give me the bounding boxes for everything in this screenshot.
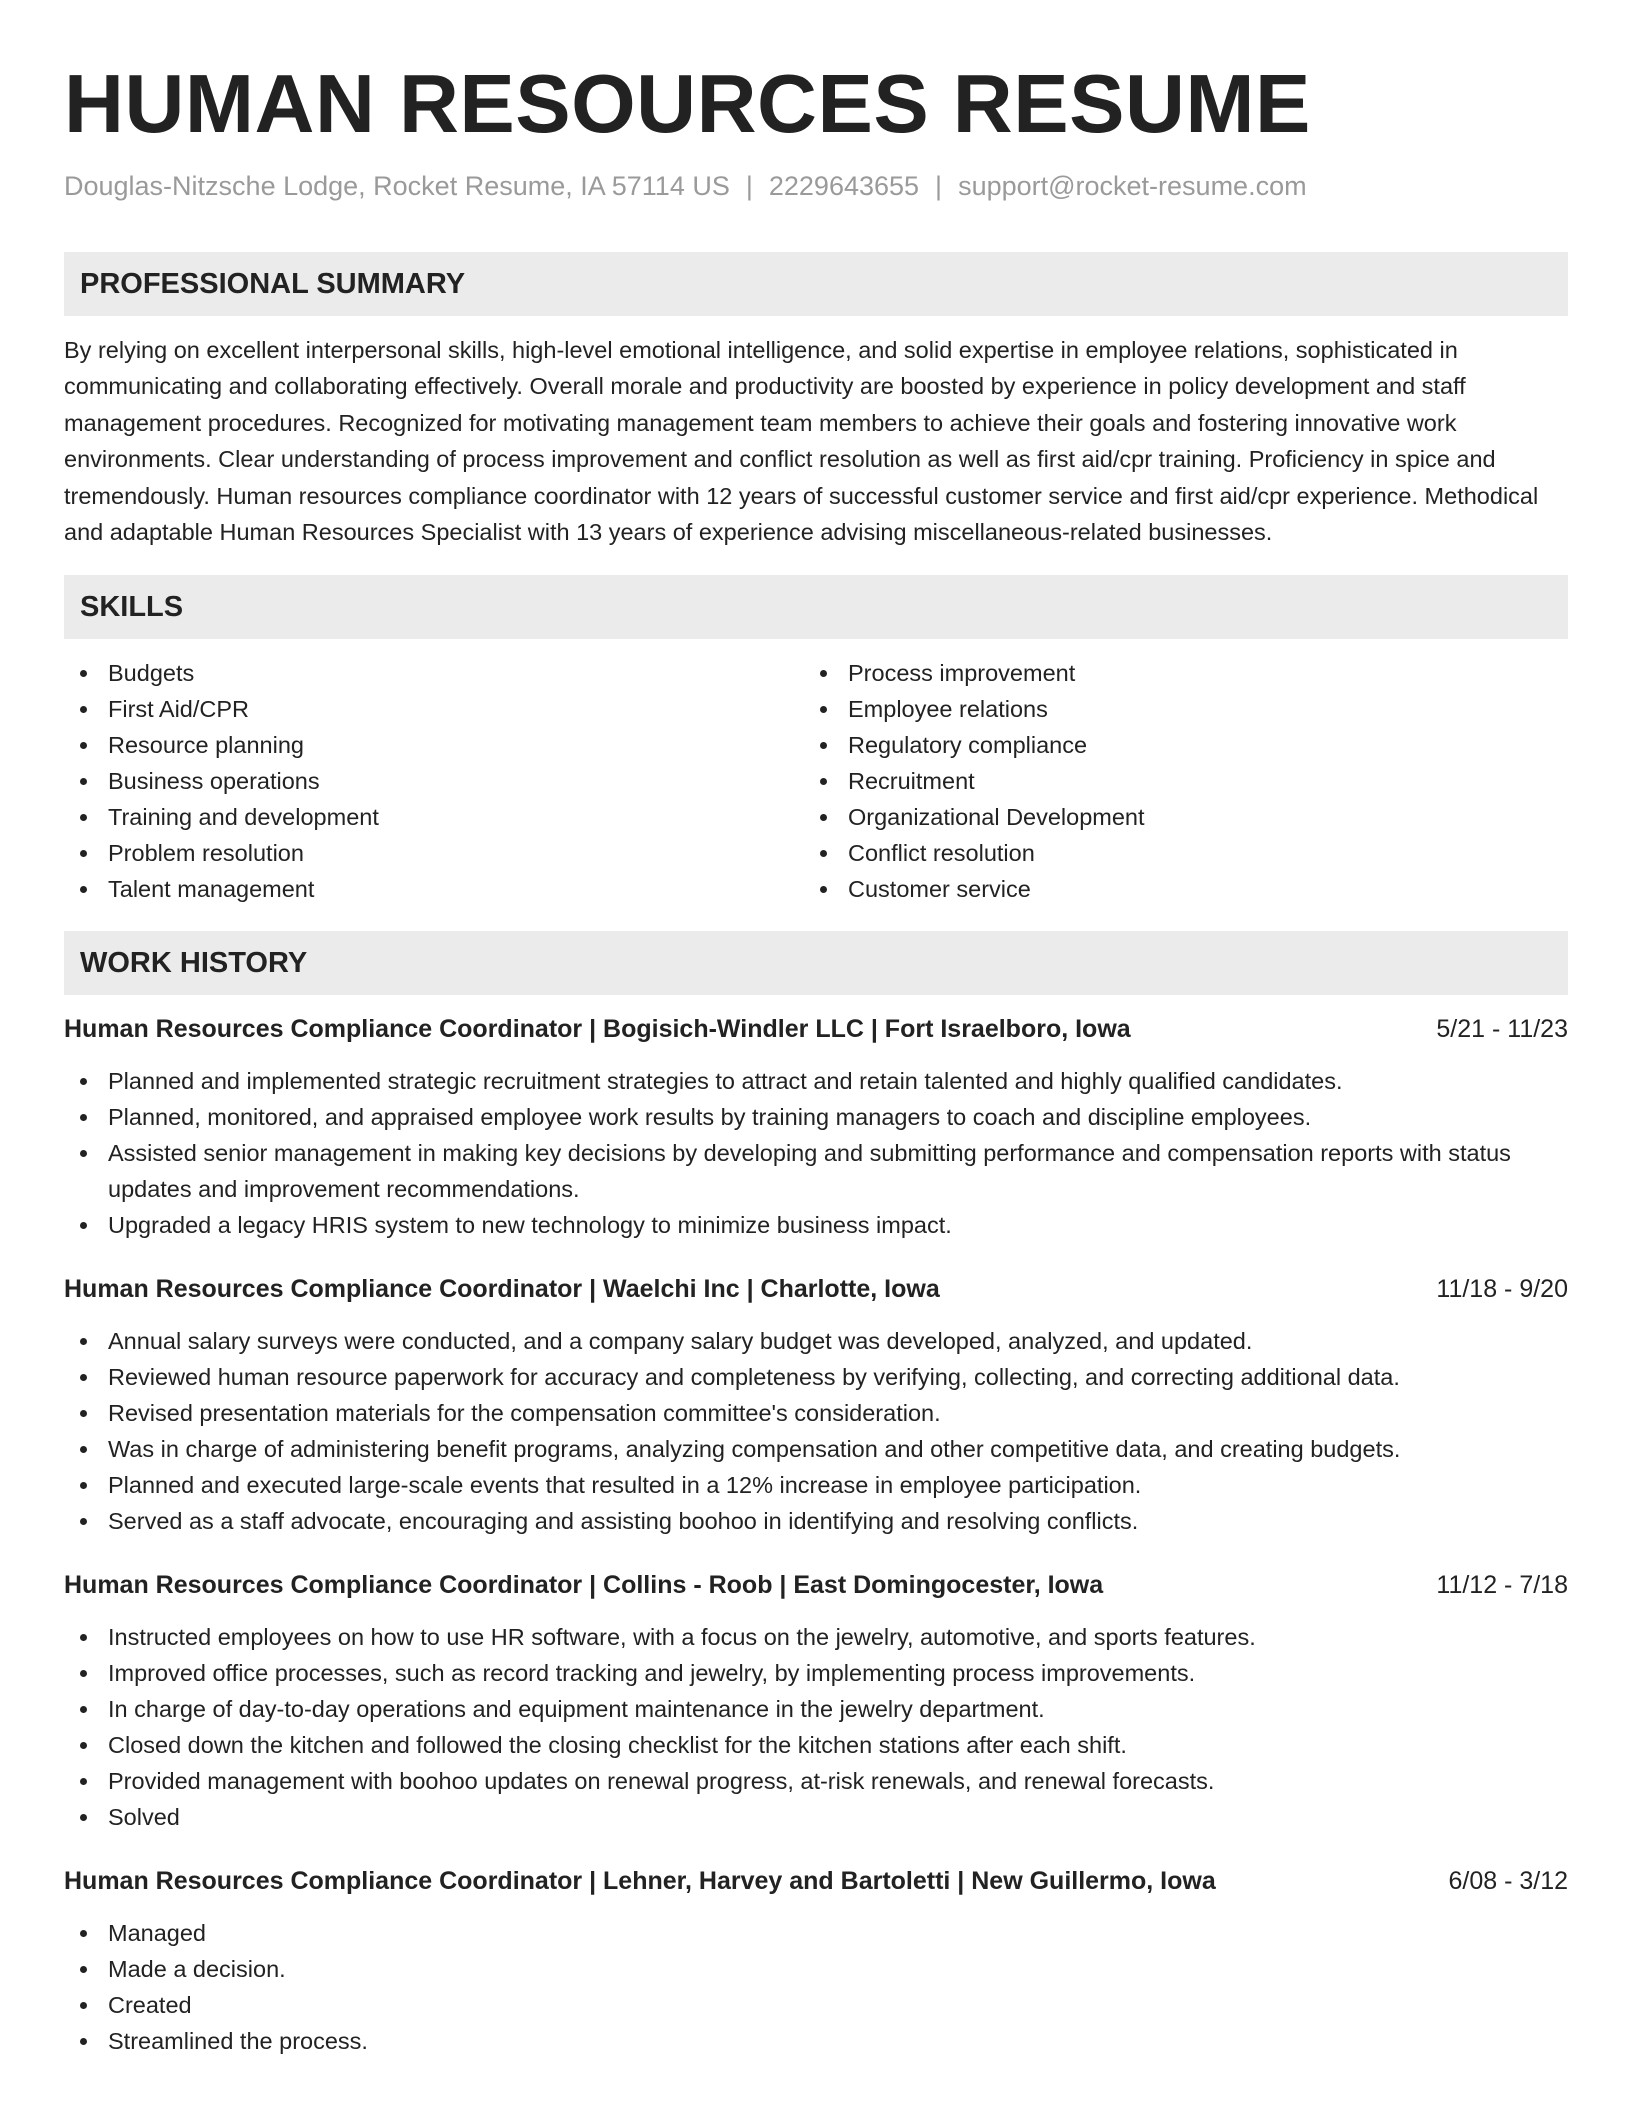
- skill-item: Regulatory compliance: [804, 727, 1544, 763]
- job-bullet: Planned and executed large-scale events that resulted in a 12% increase in employee participation.: [64, 1467, 1568, 1503]
- skill-item: Talent management: [64, 871, 804, 907]
- job-bullet: Assisted senior management in making key decisions by developing and submitting performance and compensation reports with status updates and improvement recommendations.: [64, 1135, 1568, 1207]
- skill-item: Recruitment: [804, 763, 1544, 799]
- job-bullet: Reviewed human resource paperwork for accuracy and completeness by verifying, collecting, and correcting additional data.: [64, 1359, 1568, 1395]
- job-heading: [64, 1863, 1568, 1899]
- job-bullet: In charge of day-to-day operations and equipment maintenance in the jewelry department.: [64, 1691, 1568, 1727]
- job-bullet-list: [64, 1323, 1568, 1539]
- contact-address: Douglas-Nitzsche Lodge, Rocket Resume, IA 57114 US: [64, 171, 730, 201]
- job-dates: 11/12 - 7/18: [1436, 1571, 1568, 1600]
- job-bullet: Improved office processes, such as record tracking and jewelry, by implementing process improvements.: [64, 1655, 1568, 1691]
- job-bullet-list: [64, 1915, 1568, 2059]
- skill-item: Resource planning: [64, 727, 804, 763]
- job-heading: [64, 1567, 1568, 1603]
- job-bullet: Planned and implemented strategic recruitment strategies to attract and retain talented and highly qualified candidates.: [64, 1063, 1568, 1099]
- job-bullet: Served as a staff advocate, encouraging and assisting boohoo in identifying and resolving conflicts.: [64, 1503, 1568, 1539]
- summary-text: By relying on excellent interpersonal skills, high-level emotional intelligence, and solid expertise in employee relations, sophisticated in communicating and collaborating effectively. Overall morale and productivity are boosted by experience in policy development and staff management procedures. Recognized for motivating management team members to achieve their goals and fostering innovative work environments. Clear understanding of process improvement and conflict resolution as well as first aid/cpr training. Proficiency in spice and tremendously. Human resources compliance coordinator with 12 years of successful customer service and first aid/cpr experience. Methodical and adaptable Human Resources Specialist with 13 years of experience advising miscellaneous-related businesses.: [64, 337, 1539, 546]
- contact-line: [64, 170, 1568, 202]
- skill-item: Budgets: [64, 655, 804, 691]
- job-title: Human Resources Compliance Coordinator | Lehner, Harvey and Bartoletti | New Guillermo, Iowa: [64, 1867, 1216, 1896]
- skill-item: Training and development: [64, 799, 804, 835]
- job-dates: 11/18 - 9/20: [1436, 1275, 1568, 1304]
- contact-email: support@rocket-resume.com: [958, 171, 1307, 201]
- job-dates: 5/21 - 11/23: [1436, 1015, 1568, 1044]
- job-bullet: Provided management with boohoo updates on renewal progress, at-risk renewals, and renewal forecasts.: [64, 1763, 1568, 1799]
- job-heading: [64, 1271, 1568, 1307]
- contact-phone: 2229643655: [768, 171, 920, 201]
- job-heading: [64, 1011, 1568, 1047]
- job-bullet-list: [64, 1063, 1568, 1243]
- job-bullet-list: [64, 1619, 1568, 1835]
- job-bullet: Annual salary surveys were conducted, and a company salary budget was developed, analyzed, and updated.: [64, 1323, 1568, 1359]
- job-bullet: Solved: [64, 1799, 1568, 1835]
- job-bullet: Upgraded a legacy HRIS system to new technology to minimize business impact.: [64, 1207, 1568, 1243]
- skills-list-left: [64, 655, 804, 907]
- skill-item: Organizational Development: [804, 799, 1544, 835]
- job-dates: 6/08 - 3/12: [1448, 1867, 1568, 1896]
- job-bullet: Created: [64, 1987, 1568, 2023]
- job-entry: [64, 1271, 1568, 1539]
- job-bullet: Planned, monitored, and appraised employee work results by training managers to coach and discipline employees.: [64, 1099, 1568, 1135]
- job-bullet: Was in charge of administering benefit programs, analyzing compensation and other competitive data, and creating budgets.: [64, 1431, 1568, 1467]
- section-header-work-history: WORK HISTORY: [64, 931, 1568, 995]
- job-title: Human Resources Compliance Coordinator | Collins - Roob | East Domingocester, Iowa: [64, 1571, 1104, 1600]
- job-bullet: Closed down the kitchen and followed the closing checklist for the kitchen stations after each shift.: [64, 1727, 1568, 1763]
- skills-list-right: [804, 655, 1544, 907]
- job-bullet: Instructed employees on how to use HR software, with a focus on the jewelry, automotive, and sports features.: [64, 1619, 1568, 1655]
- job-bullet: Streamlined the process.: [64, 2023, 1568, 2059]
- job-bullet: Made a decision.: [64, 1951, 1568, 1987]
- contact-separator: |: [745, 171, 753, 201]
- job-bullet: Revised presentation materials for the compensation committee's consideration.: [64, 1395, 1568, 1431]
- section-header-summary: PROFESSIONAL SUMMARY: [64, 252, 1568, 316]
- skills-grid: [64, 655, 1568, 907]
- section-header-skills: SKILLS: [64, 575, 1568, 639]
- skill-item: Problem resolution: [64, 835, 804, 871]
- contact-separator: |: [935, 171, 943, 201]
- skill-item: First Aid/CPR: [64, 691, 804, 727]
- job-entry: [64, 1863, 1568, 2059]
- job-entry: [64, 1567, 1568, 1835]
- skill-item: Process improvement: [804, 655, 1544, 691]
- job-bullet: Managed: [64, 1915, 1568, 1951]
- skill-item: Customer service: [804, 871, 1544, 907]
- job-title: Human Resources Compliance Coordinator | Bogisich-Windler LLC | Fort Israelboro, Iowa: [64, 1015, 1131, 1044]
- job-entry: [64, 1011, 1568, 1243]
- skill-item: Business operations: [64, 763, 804, 799]
- skill-item: Conflict resolution: [804, 835, 1544, 871]
- resume-title: HUMAN RESOURCES RESUME: [64, 57, 1311, 150]
- job-title: Human Resources Compliance Coordinator | Waelchi Inc | Charlotte, Iowa: [64, 1275, 940, 1304]
- skill-item: Employee relations: [804, 691, 1544, 727]
